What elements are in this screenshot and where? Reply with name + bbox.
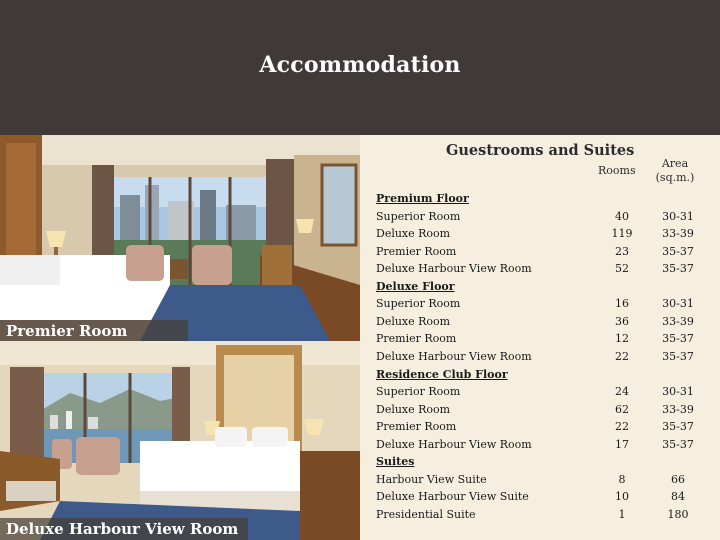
room-count: 22 [615,349,629,363]
table-row [376,506,720,523]
table-row [376,418,720,435]
room-count: 119 [611,227,633,241]
room-count: 17 [615,437,629,451]
header-bar [0,0,720,135]
room-area: 180 [667,507,689,521]
area-column-header [650,157,700,185]
premier-room-caption: Premier Room [0,320,188,343]
premier-room-photo [0,135,360,341]
table-row [376,243,720,260]
area-header-line1: Area [661,157,689,170]
table-row [376,436,720,453]
table-title: Guestrooms and Suites [446,142,635,159]
room-count: 12 [615,332,629,346]
room-type: Premier Room [376,332,457,346]
room-type: Deluxe Room [376,314,451,328]
room-area: 35-37 [662,262,694,276]
section-header [376,453,720,470]
room-area: 30-31 [662,209,694,223]
table-row [376,313,720,330]
room-type: Deluxe Room [376,402,451,416]
room-area: 35-37 [662,332,694,346]
table-row [376,383,720,400]
room-type: Premium Floor [376,192,469,205]
table-row [376,225,720,242]
room-count: 52 [615,262,629,276]
room-count: 23 [615,244,629,258]
room-area: 33-39 [662,402,694,416]
room-area: 35-37 [662,349,694,363]
deluxe-harbour-view-room-caption: Deluxe Harbour View Room [0,518,248,540]
room-type: Deluxe Harbour View Room [376,349,532,363]
rooms-column-header: Rooms [598,164,636,177]
room-type: Presidential Suite [376,507,476,521]
deluxe-harbour-view-room-photo [0,341,360,540]
room-type: Harbour View Suite [376,472,487,486]
room-count: 22 [615,420,629,434]
room-type: Deluxe Harbour View Room [376,437,532,451]
room-count: 16 [615,297,629,311]
room-type: Suites [376,455,415,469]
table-row [376,488,720,505]
table-row [376,208,720,225]
room-count: 1 [618,507,626,521]
room-type: Residence Club Floor [376,367,508,381]
guestrooms-table [360,135,720,540]
room-type: Deluxe Room [376,227,451,241]
room-area: 30-31 [662,385,694,399]
page-title: Accommodation [259,52,461,78]
room-area: 35-37 [662,244,694,258]
room-count: 36 [615,314,629,328]
room-type: Superior Room [376,385,461,399]
room-area: 35-37 [662,420,694,434]
room-count: 10 [615,490,629,504]
room-count: 24 [615,385,629,399]
table-row [376,330,720,347]
room-area: 35-37 [662,437,694,451]
section-header [376,190,720,207]
room-count: 40 [615,209,629,223]
room-count: 8 [618,472,626,486]
room-area: 66 [671,472,685,486]
section-header [376,278,720,295]
room-type: Deluxe Harbour View Suite [376,490,529,504]
table-row [376,295,720,312]
section-header [376,366,720,383]
area-header-line2: (sq.m.) [655,171,695,184]
room-area: 30-31 [662,297,694,311]
room-type: Deluxe Harbour View Room [376,262,532,276]
room-type: Premier Room [376,420,457,434]
room-area: 33-39 [662,314,694,328]
table-row [376,401,720,418]
room-type: Deluxe Floor [376,279,455,293]
table-row [376,471,720,488]
room-count: 62 [615,402,629,416]
room-type: Premier Room [376,244,457,258]
table-row [376,348,720,365]
room-area: 84 [671,490,685,504]
table-row [376,260,720,277]
room-type: Superior Room [376,297,461,311]
room-type: Superior Room [376,209,461,223]
room-area: 33-39 [662,227,694,241]
